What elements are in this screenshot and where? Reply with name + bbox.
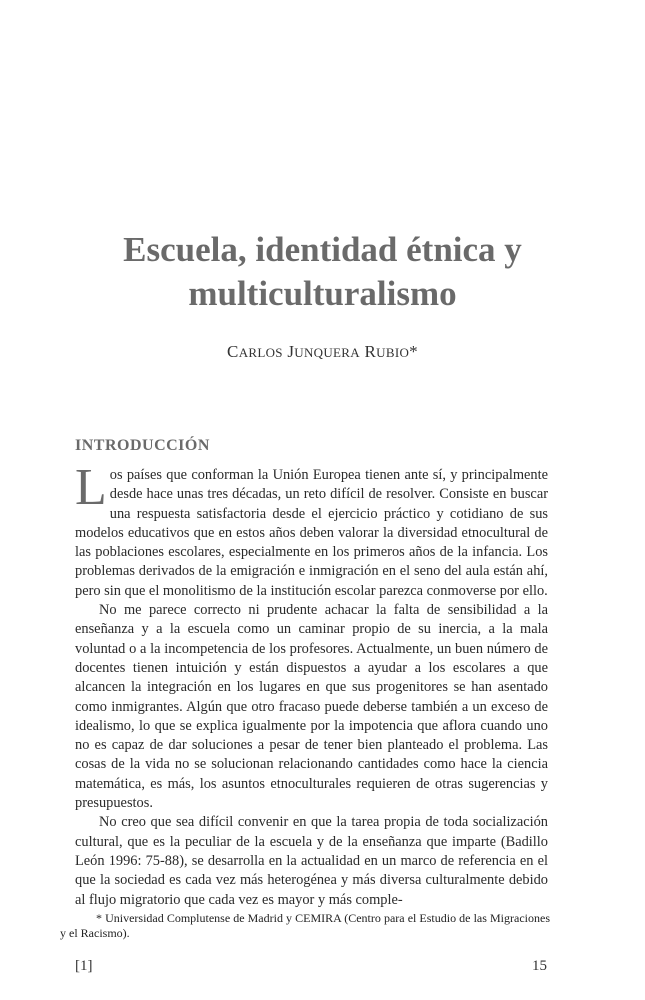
article-title (40, 228, 605, 316)
author-first-initial: C (227, 342, 239, 361)
title-line-2: multiculturalismo (188, 274, 457, 313)
author-footnote-mark: * (409, 342, 418, 361)
paragraph-2: No me parece correcto ni prudente achacar la falta de sensibilidad a la enseñanza y a la escuela como un caminar propio de su inercia, a la mala voluntad o a la incompetencia de los profesores. Actualmente, un buen número de docentes tienen intuición y están dispuestos a ayudar a los escolares a que alcancen la integración en los lugares en que sus progenitores se han asentado como inmigrantes. Algún que otro fracaso puede deberse también a un exceso de idealismo, lo que se explica igualmente por la impotencia que aflora cuando uno no es capaz de dar soluciones a pesar de tener bien planteado el problema. Las cosas de la vida no se solucionan relacionando cantidades como hace la ciencia matemática, es más, los asuntos etnoculturales requieren de otras sugerencias y presupuestos. (75, 602, 548, 812)
footnote-text: * Universidad Complutense de Madrid y CEMIRA (Centro para el Estudio de las Migraciones y el Racismo). (60, 911, 550, 940)
author-middle-initial: J (287, 342, 295, 361)
body-text (75, 459, 548, 910)
author-first-rest: ARLOS (238, 345, 283, 360)
page-reference: [1] (75, 958, 93, 974)
author-last-initial: R (364, 342, 377, 361)
footnote (60, 911, 550, 941)
section-heading: INTRODUCCIÓN (75, 437, 210, 454)
author-middle-rest: UNQUERA (294, 345, 360, 360)
title-line-1: Escuela, identidad étnica y (123, 230, 522, 269)
paragraph-1 (75, 459, 548, 601)
author-name (0, 342, 645, 362)
paragraph-1-text: os países que conforman la Unión Europea tienen ante sí, y principalmente desde hace unas tres décadas, un reto difícil de resolver. Consiste en buscar una respuesta satisfactoria desde el ejercicio práctico y cotidiano de sus modelos educativos que en estos años deben valorar la diversidad etnocultural de las poblaciones escolares, especialmente en los primeros años de la infancia. Los problemas derivados de la emigración e inmigración en el seno del aula están ahí, pero sin que el monolitismo de la institución escolar parezca conmoverse por ello. (75, 467, 548, 599)
page-number: 15 (532, 958, 547, 974)
author-last-rest: UBIO (376, 345, 410, 360)
drop-cap: L (75, 459, 107, 516)
paragraph-3: No creo que sea difícil convenir en que la tarea propia de toda socialización cultural, que es la peculiar de la escuela y de la enseñanza que imparte (Badillo León 1996: 75-88), se desarrolla en la actualidad en un marco de referencia en el que la sociedad es cada vez más heterogénea y más diversa culturalmente debido al flujo migratorio que cada vez es mayor y más comple- (75, 814, 548, 908)
